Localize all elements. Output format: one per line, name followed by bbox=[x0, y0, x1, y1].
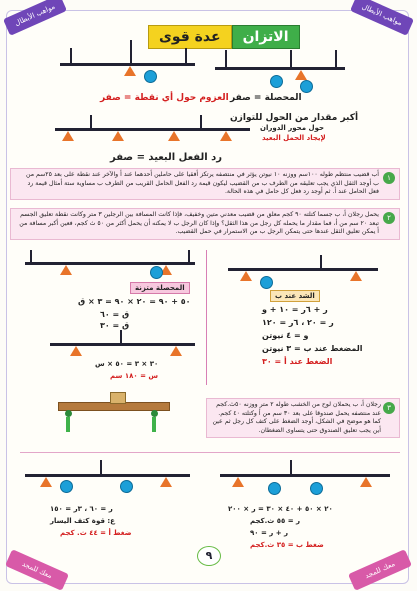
problem-3-number: ٣ bbox=[383, 402, 395, 414]
problem-1-text: أب قضيب منتظم طوله ١٠٠سم ووزنه ١٠ نيوتن يؤثر في منتصفه يرتكز أفقيا على حاملين أحدهما عند أ والآخر عند نقطة على بعد ٢٥سم من ب أوجد الثقل الذي يجب تعليقه من الطرف ب من القضيب ليكون قيمة رد الفعل الحامل القريب من الطرف ب مساوية ستة أمثال قيمة رد فعل الحامل عند أ. ثم أوجد رد فعل كل حامل في هذه الحالة. bbox=[26, 171, 379, 196]
left-eq-1: ٥٠ + ٩٠ = ٢٠ × ٩٠ = ٣ × ق bbox=[78, 297, 191, 306]
intro-line-3c: لإيجاد الحمل البعيد bbox=[262, 134, 326, 142]
problem-1-box bbox=[10, 168, 400, 200]
mid-eq-1: ٣٠ × ٣ = ٥٠ × س bbox=[95, 360, 159, 368]
left-eq-2: ق = ٦٠ bbox=[100, 310, 130, 319]
right-eq-5: الضغط عند أ = ٣٠ bbox=[262, 357, 333, 366]
column-divider-1 bbox=[206, 250, 207, 385]
corner-label-bottom-right: معك للمجد bbox=[348, 549, 412, 591]
title-green: الاتزان bbox=[232, 25, 300, 49]
intro-line-3: أكبر مقدار من الحول للتوازن bbox=[230, 113, 359, 123]
solution-right-tag: الشد عند ب bbox=[270, 290, 320, 302]
bottom-right-eq-3: ر + ر = ٩٠ bbox=[250, 529, 289, 537]
problem-2-number: ٢ bbox=[383, 212, 395, 224]
bottom-left-eq-1: ر = ٦٠ ، ٣ر = ١٥٠ bbox=[50, 505, 113, 513]
intro-line-3b: حول محور الدوران bbox=[260, 124, 325, 132]
problem-1-number: ١ bbox=[383, 172, 395, 184]
corner-label-top-right: مواهب الأبطال bbox=[350, 0, 414, 36]
right-eq-1: ر + ٦ر = ١٠ + و bbox=[262, 305, 328, 314]
right-eq-4: المضغط عند ب = ٣ نيوتن bbox=[262, 344, 363, 353]
bottom-left-eq-2: ع: قوة كتف اليسار bbox=[50, 517, 115, 525]
bottom-left-eq-3: ضغط أ = ٤٤ ث. كجم bbox=[60, 529, 132, 537]
corner-label-bottom-left: معك للمجد bbox=[5, 549, 69, 591]
problem-3-box bbox=[206, 398, 400, 438]
bottom-right-eq-4: ضغط ب = ٣٥ ث.كجم bbox=[250, 541, 324, 549]
title-yellow: عدة قوى bbox=[148, 25, 232, 49]
problem-3-text: رجلان أ، ب يحملان لوح من الخشب طوله ٢ متر ووزنه ٥٠ث.كجم عند منتصفه يحمل صندوقا على بعد ٣٠ سم من أ وكتلته ٤٠ كجم. كما هو موضح في الشكل، أوجد الضغط على كتف كل رجل ثم عين أين يجب تعليق الصندوق حتى يتساوى الضغطان. bbox=[212, 401, 381, 434]
intro-line-4: رد الفعل البعيد = صفر bbox=[110, 152, 222, 163]
solution-left-tag: المحصلة متزنة bbox=[130, 282, 190, 294]
right-eq-3: و = ٤ نيوتن bbox=[262, 331, 309, 340]
corner-label-top-left: مواهب الأبطال bbox=[3, 0, 67, 36]
bottom-right-eq-2: ر = ٥٥ ث.كجم bbox=[250, 517, 301, 525]
page-title bbox=[148, 25, 300, 49]
intro-line-1: المحصلة = صفر bbox=[230, 93, 302, 103]
page-number: ٩ bbox=[197, 546, 221, 566]
problem-2-box bbox=[10, 208, 400, 240]
section-divider bbox=[20, 452, 400, 453]
bottom-right-eq-1: ٢٠ × ٥٠ + ٤٠ × ٣٠ = ر × ٢٠٠ bbox=[228, 505, 333, 513]
intro-line-2: العزوم حول أي نقطة = صفر bbox=[100, 93, 229, 103]
right-eq-2: ر = ٢٠ ، ٦ر = ١٢٠ bbox=[262, 318, 334, 327]
mid-eq-2: س = ١٨٠ سم bbox=[110, 372, 159, 380]
problem-2-text: يحمل رجلان أ، ب جسما كتلته ٩٠ كجم معلق من قضيب معدني متين وخفيف، فإذا كانت المسافة بين الرجلين ٣ متر وكانت نقطة تعليق الجسم تبعد ٢٠ سم من أ، فما مقدار ما يحمله كل رجل من هذا الثقل؟ وإذا كان الرجل ب لا يمكنه أن يحمل أكثر من ٥٠ ث كجم، فعين أكبر مسافة من أ يمكن تعليق الثقل عندها حتى يتمكن الرجل ب من الاستمرار في حمل القضيب. bbox=[19, 211, 379, 236]
left-eq-3: ق = ٣٠ bbox=[100, 321, 130, 330]
